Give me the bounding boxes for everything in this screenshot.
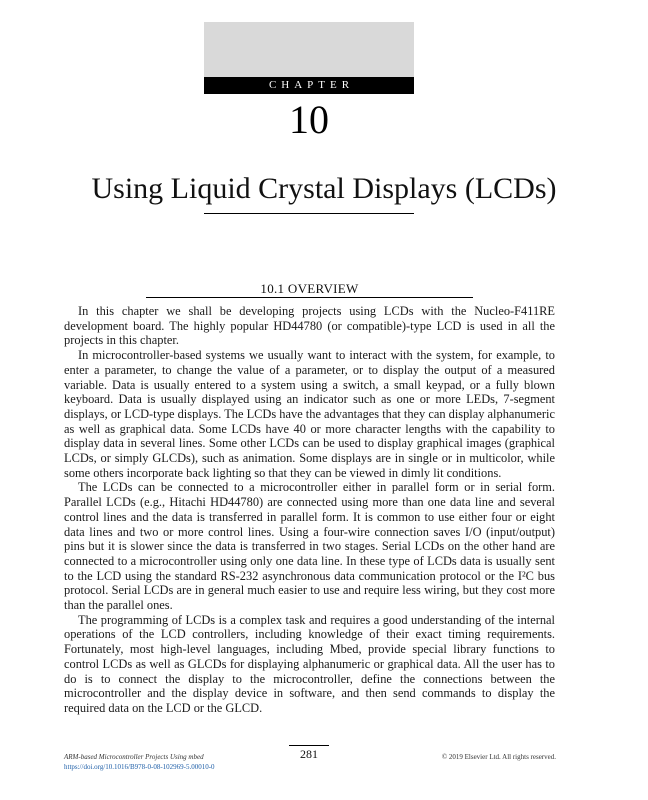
body-text (64, 304, 555, 716)
paragraph-2: In microcontroller-based systems we usually want to interact with the system, for example, to enter a parameter, to change the value of a parameter, or to display the output of a measured variable. Data is usually entered to a system using a switch, a small keypad, or a fully blown keyboard. Data is usually displayed using an indicator such as one or more LEDs, 7-segment displays, or LCD-type displays. The LCDs have the advantages that they can display alphanumeric as well as graphical data. Some LCDs have 40 or more character lengths with the capability to display data in several lines. Some other LCDs can be used to display graphical images (graphical LCDs, or simply GLCDs), such as animation. Some displays are in single or in multicolor, while some others incorporate back lighting so that they can be viewed in dimly lit conditions. (64, 348, 555, 480)
page-number-rule (289, 745, 329, 746)
footer-copyright: © 2019 Elsevier Ltd. All rights reserved. (441, 753, 556, 761)
chapter-header-box (204, 22, 414, 77)
paragraph-3: The LCDs can be connected to a microcontroller either in parallel form or in serial form. Parallel LCDs (e.g., Hitachi HD44780) are connected using more than one data line and several control lines and the data is transferred in parallel form. It is common to use either four or eight data lines and two or more control lines. Using a four-wire connection saves I/O (input/output) pins but it is slower since the data is transferred in two stages. Serial LCDs on the other hand are connected to a microcontroller using only one data line. In these type of LCDs data is usually sent to the LCD using the standard RS-232 asynchronous data communication protocol or the I²C bus protocol. Serial LCDs are in general much easier to use and require less wiring, but they cost more than the parallel ones. (64, 480, 555, 613)
paragraph-4: The programming of LCDs is a complex task and requires a good understanding of the internal operations of the LCD controllers, including knowledge of their exact timing requirements. Fortunately, most high-level languages, including Mbed, provide special library functions to control LCDs as well as GLCDs for displaying alphanumeric or graphical data. All the user has to do is to connect the display to the microcontroller, define the connections between the microcontroller and the display device in software, and then send commands to display the required data on the LCD or the GLCD. (64, 612, 555, 715)
page-number: 281 (300, 747, 318, 761)
section-rule (146, 297, 473, 298)
chapter-number: 10 (289, 97, 329, 142)
chapter-label: CHAPTER (204, 77, 414, 94)
paragraph-1: In this chapter we shall be developing projects using LCDs with the Nucleo-F411RE development board. The highly popular HD44780 (or compatible)-type LCD is used in all the projects in this chapter. (64, 304, 555, 348)
title-rule (204, 213, 414, 214)
footer-book-title: ARM-based Microcontroller Projects Using mbed (64, 753, 204, 761)
footer-doi-link[interactable]: https://doi.org/10.1016/B978-0-08-102969-5.00010-0 (64, 763, 215, 771)
footer-left (64, 752, 215, 772)
chapter-title: Using Liquid Crystal Displays (LCDs) (91, 172, 557, 205)
section-heading: 10.1 OVERVIEW (260, 281, 359, 296)
